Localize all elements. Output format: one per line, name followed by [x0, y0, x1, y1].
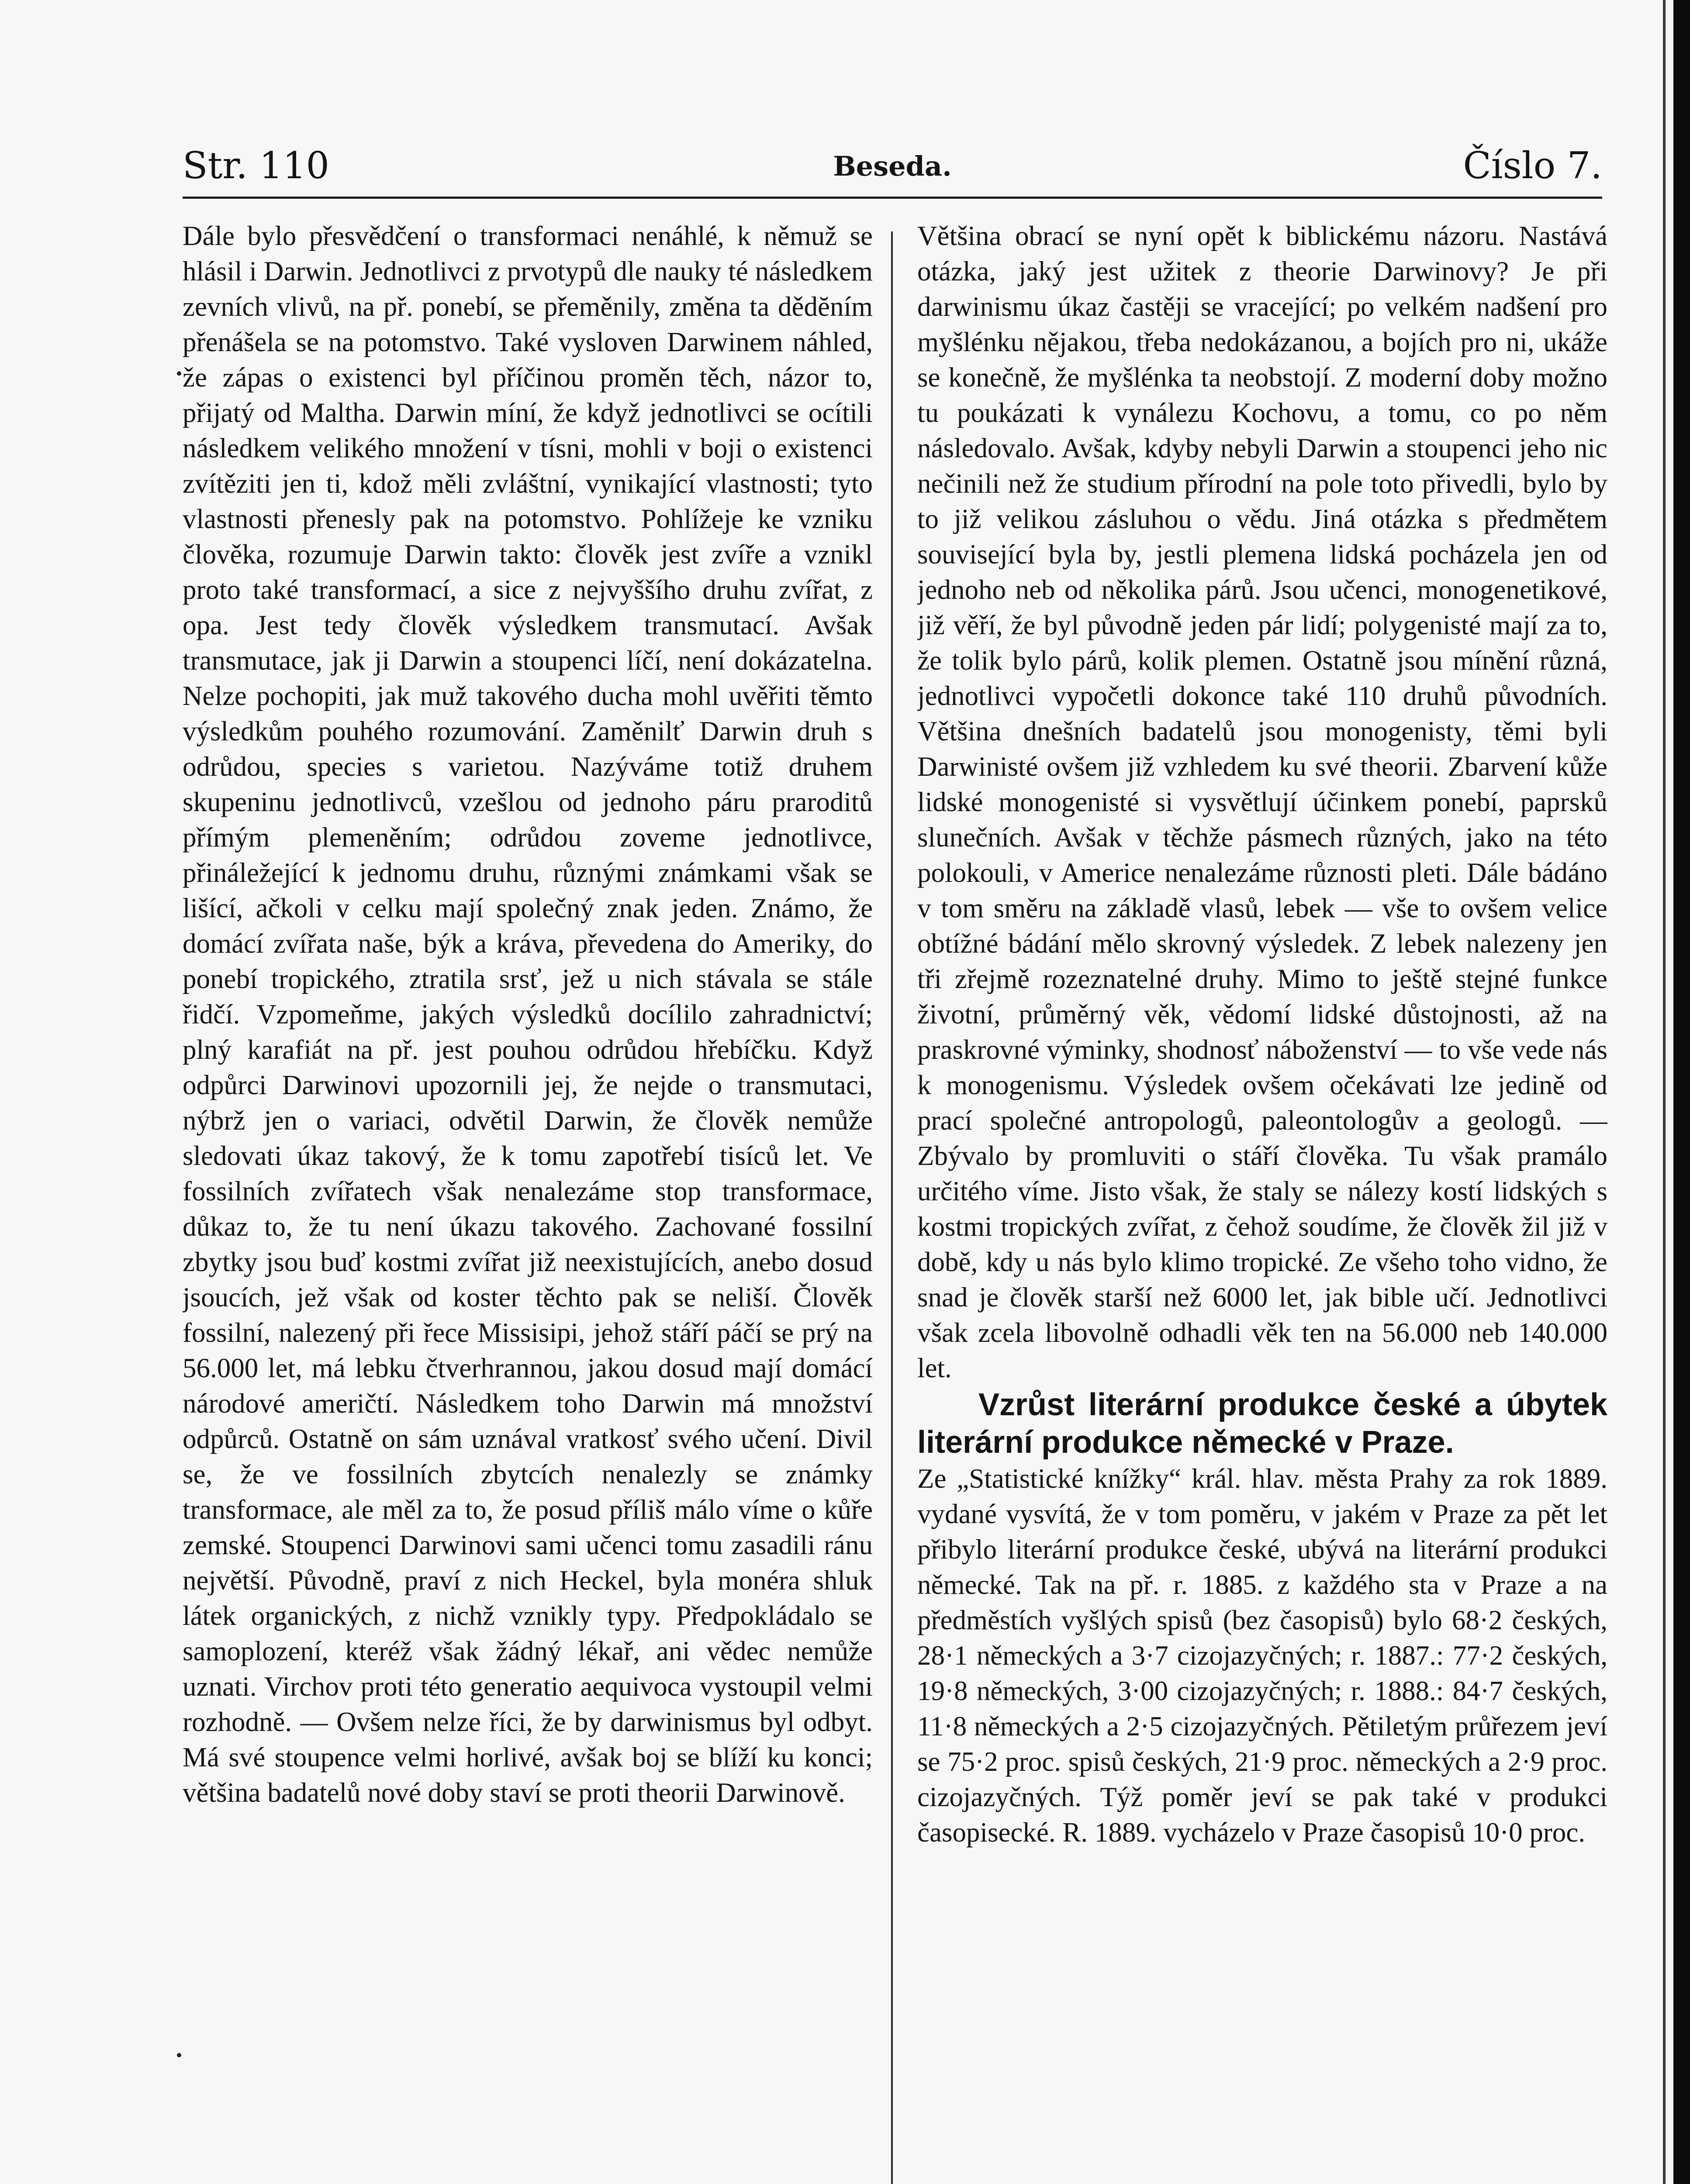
print-speck [177, 371, 181, 376]
left-column-text: Dále bylo přesvědčení o transformaci nenáhlé, k němuž se hlásil i Darwin. Jednotlivci z prvotypů dle nauky té následkem zevních vlivů, na př. ponebí, se přeměnily, změna ta dědĕním přenášela se na potomstvo. Také vysloven Darwinem náhled, že zápas o existenci byl příčinou proměn těch, názor to, přijatý od Maltha. Darwin míní, že když jednotlivci se ocítili následkem velikého množení v tísni, mohli v boji o existenci zvítěziti jen ti, kdož měli zvláštní, vynikající vlastnosti; tyto vlastnosti přenesly pak na potomstvo. Pohlížeje ke vzniku člověka, rozumuje Darwin takto: člověk jest zvíře a vznikl proto také transformací, a sice z nejvyššího druhu zvířat, z opa. Jest tedy člověk výsledkem transmutací. Avšak transmutace, jak ji Darwin a stoupenci líčí, není dokázatelna. Nelze pochopiti, jak muž takového ducha mohl uvěřiti těmto výsledkům pouhého rozumování. Zaměnilť Darwin druh s odrůdou, species s varietou. Nazýváme totiž druhem skupeninu jednotlivců, vzešlou od jednoho páru praroditů přímým plemeněním; odrůdou zoveme jednotlivce, přináležející k jednomu druhu, různými známkami však se lišící, ačkoli v celku mají společný znak jeden. Známo, že domácí zvířata naše, býk a kráva, převedena do Ameriky, do ponebí tropického, ztratila srsť, jež u nich stávala se stále řidčí. Vzpomeňme, jakých výsledků docílilo zahradnictví; plný karafiát na př. jest pouhou odrůdou hřebíčku. Když odpůrci Darwinovi upozornili jej, že nejde o transmutaci, nýbrž jen o variaci, odvětil Darwin, že člověk nemůže sledovati úkaz takový, že k tomu zapotřebí tisíců let. Ve fossilních zvířatech však nenalezáme stop transformace, důkaz to, že tu není úkazu takového. Zachované fossilní zbytky jsou buď kostmi zvířat již neexistujících, anebo dosud jsoucích, jež však od koster těchto pak se neliší. Člověk fossilní, nalezený při řece Missisipi, jehož stáří páčí se prý na 56.000 let, má lebku čtverhrannou, jakou dosud mají domácí národové američtí. Následkem toho Darwin má množství odpůrců. Ostatně on sám uznával vratkosť svého učení. Divil se, že ve fossilních zbytcích nenalezly se známky transformace, ale měl za to, že posud příliš málo víme o kůře zemské. Stoupenci Darwinovi sami učenci tomu zasadili ránu největší. Původně, praví z nich Heckel, byla monéra shluk látek organických, z nichž vznikly typy. Předpokládalo se samoplození, kteréž však žádný lékař, ani vědec nemůže uznati. Virchov proti této generatio aequivoca vystoupil velmi rozhodně. — Ovšem nelze říci, že by darwinismus byl odbyt. Má své stoupence velmi horlivé, avšak boj se blíží ku konci; většina badatelů nové doby staví se proti theorii Darwinově. [183, 221, 873, 1808]
page-edge-line [1663, 0, 1666, 2184]
right-column [917, 218, 1607, 2184]
header-rule [183, 197, 1602, 199]
column-divider [891, 232, 893, 2184]
section-text: Ze „Statistické knížky“ král. hlav. města Prahy za rok 1889. vydané vysvítá, že v tom poměru, v jakém v Praze za pět let přibylo literární produkce české, ubývá na literární produkci německé. Tak na př. r. 1885. z každého sta v Praze a na předměstích vyšlých spisů (bez časopisů) bylo 68·2 českých, 28·1 německých a 3·7 cizojazyčných; r. 1887.: 77·2 českých, 19·8 německých, 3·00 cizojazyčných; r. 1888.: 84·7 českých, 11·8 německých a 2·5 cizojazyčných. Pětiletým průřezem jeví se 75·2 proc. spisů českých, 21·9 proc. německých a 2·9 proc. cizojazyčných. Týž poměr jeví se pak také v produkci časopisecké. R. 1889. vycházelo v Praze časopisů 10·0 proc. [917, 1463, 1607, 1848]
page-edge-dark [1673, 0, 1690, 2184]
journal-title: Beseda. [833, 150, 952, 182]
running-header [183, 144, 1602, 192]
issue-number: Číslo 7. [1463, 144, 1602, 187]
left-column [183, 218, 873, 2184]
section-heading: Vzrůst literární produkce české a úbytek literární produkce německé v Praze. [917, 1387, 1607, 1460]
print-speck [177, 2053, 181, 2057]
page-number: Str. 110 [183, 144, 329, 187]
right-column-text: Většina obrací se nyní opět k biblickému názoru. Nastává otázka, jaký jest užitek z theorie Darwinovy? Je při darwinismu úkaz častěji se vracející; po velkém nadšení pro myšlénku nějakou, třeba nedokázanou, a bojích pro ni, ukáže se konečně, že myšlénka ta neobstojí. Z moderní doby možno tu poukázati k vynálezu Kochovu, a tomu, co po něm následovalo. Avšak, kdyby nebyli Darwin a stoupenci jeho nic nečinili než že studium přírodní na pole toto přivedli, bylo by to již velikou zásluhou o vědu. Jiná otázka s předmětem související byla by, jestli plemena lidská pocházela jen od jednoho neb od několika párů. Jsou učenci, monogenetikové, již věří, že byl původně jeden pár lidí; polygenisté mají za to, že tolik bylo párů, kolik plemen. Ostatně jsou mínění různá, jednotlivci vypočetli dokonce také 110 druhů původních. Většina dnešních badatelů jsou monogenisty, těmi byli Darwinisté ovšem již vzhledem ku své theorii. Zbarvení kůže lidské monogenisté si vysvětlují účinkem ponebí, paprsků slunečních. Avšak v těchže pásmech různých, jako na této polokouli, v Americe nenalezáme různosti pleti. Dále bádáno v tom směru na základě vlasů, lebek — vše to ovšem velice obtížné bádání mělo skrovný výsledek. Z lebek nalezeny jen tři zřejmě rozeznatelné druhy. Mimo to ještě stejné funkce životní, průměrný věk, vědomí lidské důstojnosti, až na praskrovné výminky, shodnosť náboženství — to vše vede nás k monogenismu. Výsledek ovšem očekávati lze jedině od prací společné antropologů, paleontologův a geologů. — Zbývalo by promluviti o stáří člověka. Tu však pramálo určitého víme. Jisto však, že staly se nálezy kostí lidských s kostmi tropických zvířat, z čehož soudíme, že člověk žil již v době, kdy u nás bylo klimo tropické. Ze všeho toho vidno, že snad je člověk starší než 6000 let, jak bible učí. Jednotlivci však zcela libovolně odhadli věk ten na 56.000 neb 140.000 let. [917, 221, 1607, 1383]
